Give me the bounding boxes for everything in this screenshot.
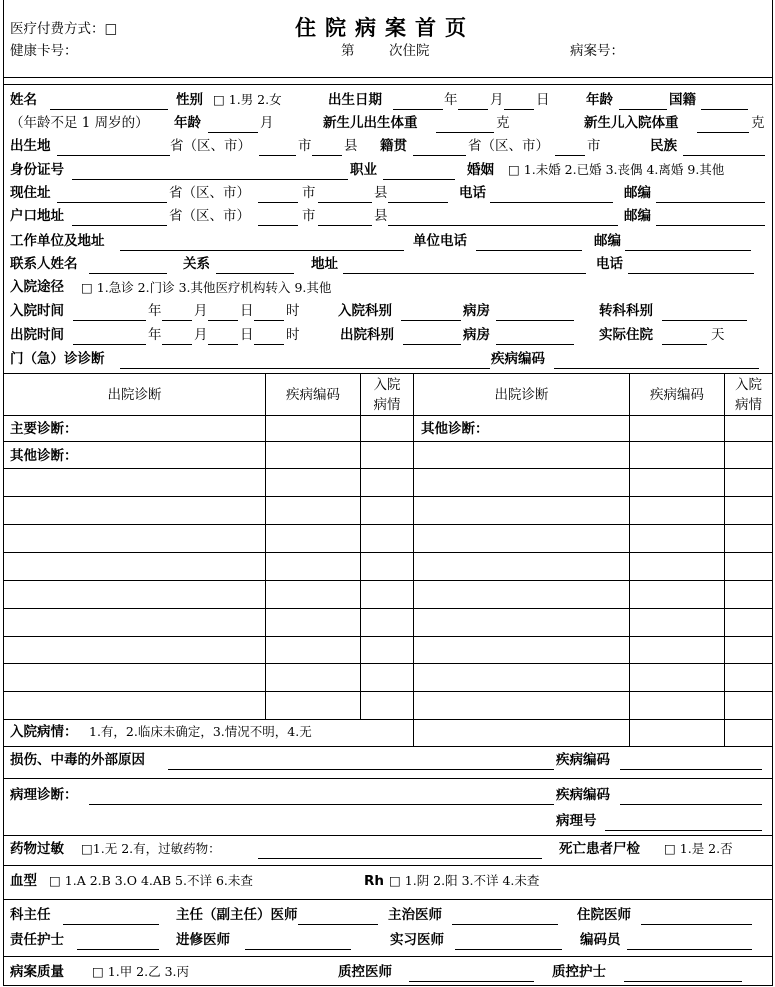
birthplace-city-unit: 市 [298,138,312,154]
infant-age-label: 年龄 [174,115,201,131]
injury-cause-field[interactable] [168,769,554,770]
intern-physician-field[interactable] [455,949,562,950]
main-diagnosis-label: 主要诊断： [10,421,78,437]
payment-method-label: 医疗付费方式：□ [10,21,118,37]
admission-year-unit: 年 [148,303,162,319]
table-row-line [3,691,773,692]
discharge-day-field[interactable] [208,344,238,345]
allergy-drug-field[interactable] [258,858,542,859]
col-header-disease-code-2: 疾病编码 [650,387,704,403]
responsible-nurse-field[interactable] [77,949,159,950]
frame-right-line [772,0,773,986]
outpatient-diagnosis-field[interactable] [120,368,490,369]
frame-top-line-2 [3,84,773,85]
native-place-city-field[interactable] [555,155,585,156]
newborn-birth-weight-label: 新生儿出生体重 [323,115,418,131]
injury-disease-code-field[interactable] [620,769,762,770]
admission-condition-label: 入院病情： [10,724,78,740]
household-county-field[interactable] [318,225,372,226]
household-detail-field[interactable] [388,225,618,226]
relation-field[interactable] [216,273,294,274]
id-number-field[interactable] [72,179,348,180]
dept-director-field[interactable] [63,924,159,925]
col-header-admission-condition-line1: 入院 [373,377,401,393]
household-county-unit: 县 [374,208,388,224]
infant-age-field[interactable] [208,132,258,133]
postcode-label: 邮编 [624,185,651,201]
current-address-county-field[interactable] [318,202,372,203]
pathology-number-label: 病理号 [556,813,597,829]
admission-dept-label: 入院科别 [338,303,392,319]
pathology-disease-code-field[interactable] [620,804,762,805]
postcode-field[interactable] [656,202,765,203]
frame-bottom-line [3,985,773,986]
transfer-dept-label: 转科科别 [599,303,653,319]
outpatient-diagnosis-label: 门（急）诊诊断 [10,351,105,367]
ethnicity-field[interactable] [683,155,765,156]
table-row-line [3,441,773,442]
current-address-detail-field[interactable] [388,202,448,203]
qc-physician-label: 质控医师 [338,964,392,980]
rh-options[interactable]: □ 1.阴 2.阳 3.不详 4.未查 [389,873,540,888]
table-row-line [3,719,773,720]
table-bottom-line [3,746,773,747]
admission-time-label: 入院时间 [10,303,64,319]
contact-name-field[interactable] [89,273,167,274]
birthplace-province-field[interactable] [57,155,170,156]
autopsy-options[interactable]: □ 1.是 2.否 [664,841,733,856]
resident-physician-field[interactable] [641,924,752,925]
admission-hour-unit: 时 [286,303,300,319]
table-col-divider [724,373,725,746]
newborn-birth-weight-unit: 克 [496,115,510,131]
frame-top-line [3,77,773,78]
other-diagnosis-right-label: 其他诊断： [421,421,489,437]
injury-disease-code-label: 疾病编码 [556,752,610,768]
birth-day-unit: 日 [536,92,550,108]
actual-stay-unit: 天 [711,327,725,343]
col-header-discharge-diagnosis-2: 出院诊断 [494,387,549,403]
pathology-diagnosis-label: 病理诊断： [10,787,78,803]
household-postcode-label: 邮编 [624,208,651,224]
table-row-line [3,608,773,609]
newborn-admission-weight-unit: 克 [751,115,765,131]
birthplace-county-field[interactable] [312,155,342,156]
current-address-label: 现住址 [10,185,51,201]
discharge-month-unit: 月 [194,327,208,343]
admission-ward-label: 病房 [463,303,490,319]
actual-stay-field[interactable] [662,344,707,345]
attending-physician-label: 主治医师 [388,907,442,923]
admission-month-field[interactable] [162,320,192,321]
col-header-admission-condition-2-line2: 病情 [735,397,762,413]
current-address-city-unit: 市 [302,185,316,201]
birth-year-unit: 年 [444,92,458,108]
phone-label: 电话 [459,185,486,201]
household-city-unit: 市 [302,208,316,224]
current-address-province-field[interactable] [57,202,167,203]
discharge-ward-label: 病房 [463,327,490,343]
section-line [3,778,773,779]
table-col-divider [265,373,266,719]
pathology-number-field[interactable] [605,830,762,831]
blood-type-label: 血型 [10,873,37,889]
nationality-label: 国籍 [669,92,696,108]
trainee-physician-label: 进修医师 [176,932,230,948]
infant-note: （年龄不足 1 周岁的） [10,115,149,131]
intern-physician-label: 实习医师 [390,932,444,948]
admission-ward-field[interactable] [496,320,574,321]
rh-label: Rh [364,873,385,889]
discharge-day-unit: 日 [240,327,254,343]
dept-director-label: 科主任 [10,907,51,923]
pathology-disease-code-label: 疾病编码 [556,787,610,803]
infant-month-unit: 月 [260,115,274,131]
current-address-province-unit: 省（区、市） [169,185,250,201]
table-col-divider [629,373,630,746]
actual-stay-label: 实际住院 [599,327,653,343]
birth-day-field[interactable] [504,109,534,110]
coder-label: 编码员 [580,932,621,948]
discharge-time-label: 出院时间 [10,327,64,343]
discharge-dept-label: 出院科别 [340,327,394,343]
work-phone-field[interactable] [476,250,582,251]
marriage-options[interactable]: □ 1.未婚 2.已婚 3.丧偶 4.离婚 9.其他 [508,162,725,177]
birthplace-label: 出生地 [10,138,51,154]
discharge-year-unit: 年 [148,327,162,343]
chief-physician-field[interactable] [298,924,378,925]
birth-year-field[interactable] [393,109,443,110]
admission-condition-options: 1.有，2.临床未确定，3.情况不明，4.无 [89,724,312,739]
age-field[interactable] [619,109,667,110]
col-header-disease-code: 疾病编码 [286,387,340,403]
birth-month-unit: 月 [490,92,504,108]
responsible-nurse-label: 责任护士 [10,932,64,948]
other-diagnosis-left-label: 其他诊断： [10,448,78,464]
pathology-diagnosis-field[interactable] [89,804,554,805]
frame-left-line [3,0,4,986]
gender-label: 性别 [176,92,203,108]
table-row-line [3,663,773,664]
household-postcode-field[interactable] [656,225,765,226]
work-address-field[interactable] [120,250,404,251]
coder-field[interactable] [627,949,752,950]
admission-count-suffix: 次住院 [389,43,430,59]
current-address-county-unit: 县 [374,185,388,201]
drug-allergy-options[interactable]: □1.无 2.有，过敏药物： [81,841,221,856]
admission-route-options[interactable]: □ 1.急诊 2.门诊 3.其他医疗机构转入 9.其他 [81,280,332,295]
current-address-city-field[interactable] [258,202,298,203]
trainee-physician-field[interactable] [245,949,351,950]
name-field[interactable] [50,109,168,110]
section-line [3,899,773,900]
name-label: 姓名 [10,92,37,108]
household-city-field[interactable] [258,225,298,226]
chief-physician-label: 主任（副主任）医师 [176,907,298,923]
page-title: 住院病案首页 [295,16,475,40]
injury-cause-label: 损伤、中毒的外部原因 [10,752,145,768]
qc-nurse-field[interactable] [624,981,742,982]
table-col-divider [360,373,361,719]
autopsy-label: 死亡患者尸检 [559,841,640,857]
work-address-label: 工作单位及地址 [10,233,105,249]
outpatient-disease-code-field[interactable] [554,368,759,369]
newborn-admission-weight-label: 新生儿入院体重 [584,115,679,131]
contact-phone-label: 电话 [596,256,623,272]
drug-allergy-label: 药物过敏 [10,841,64,857]
table-top-line [3,373,773,374]
discharge-year-field[interactable] [73,344,146,345]
admission-route-label: 入院途径 [10,279,64,295]
occupation-label: 职业 [350,162,377,178]
birthplace-city-field[interactable] [259,155,296,156]
table-row-line [3,552,773,553]
admission-month-unit: 月 [194,303,208,319]
contact-name-label: 联系人姓名 [10,256,78,272]
work-postcode-label: 邮编 [594,233,621,249]
household-province-field[interactable] [72,225,167,226]
birth-date-label: 出生日期 [328,92,382,108]
health-card-label: 健康卡号： [10,43,78,59]
discharge-month-field[interactable] [162,344,192,345]
section-line [3,956,773,957]
col-header-admission-condition-line2: 病情 [373,397,401,413]
col-header-discharge-diagnosis: 出院诊断 [107,387,162,403]
record-quality-label: 病案质量 [10,964,64,980]
native-place-label: 籍贯 [380,138,407,154]
admission-dept-field[interactable] [401,320,461,321]
outpatient-disease-code-label: 疾病编码 [491,351,545,367]
table-row-line [3,524,773,525]
id-number-label: 身份证号 [10,162,64,178]
table-row-line [3,468,773,469]
work-phone-label: 单位电话 [413,233,467,249]
native-place-province-field[interactable] [413,155,466,156]
qc-physician-field[interactable] [409,981,534,982]
admission-count-prefix: 第 [341,43,355,59]
section-line [3,835,773,836]
table-header-bottom [3,415,773,416]
contact-phone-field[interactable] [628,273,754,274]
household-address-label: 户口地址 [10,208,64,224]
record-number-label: 病案号： [570,43,624,59]
household-province-unit: 省（区、市） [169,208,250,224]
qc-nurse-label: 质控护士 [552,964,606,980]
work-postcode-field[interactable] [625,250,751,251]
table-row-line [3,580,773,581]
resident-physician-label: 住院医师 [577,907,631,923]
gender-options[interactable]: □ 1.男 2.女 [213,92,282,107]
newborn-admission-weight-field[interactable] [697,132,749,133]
transfer-dept-field[interactable] [662,320,747,321]
ethnicity-label: 民族 [650,138,677,154]
discharge-dept-field[interactable] [403,344,461,345]
contact-address-field[interactable] [343,273,586,274]
table-row-line [3,496,773,497]
native-place-province-unit: 省（区、市） [468,138,549,154]
newborn-birth-weight-field[interactable] [436,132,494,133]
table-col-divider [413,373,414,746]
phone-field[interactable] [490,202,613,203]
age-label: 年龄 [586,92,613,108]
admission-day-unit: 日 [240,303,254,319]
section-line [3,865,773,866]
birthplace-province-unit: 省（区、市） [170,138,251,154]
birthplace-county-unit: 县 [344,138,358,154]
contact-address-label: 地址 [311,256,338,272]
blood-type-options[interactable]: □ 1.A 2.B 3.O 4.AB 5.不详 6.未查 [49,873,253,888]
col-header-admission-condition-2-line1: 入院 [735,377,762,393]
nationality-field[interactable] [701,109,748,110]
admission-day-field[interactable] [208,320,238,321]
table-row-line [3,636,773,637]
discharge-ward-field[interactable] [496,344,574,345]
birth-month-field[interactable] [458,109,488,110]
native-place-city-unit: 市 [587,138,601,154]
relation-label: 关系 [183,256,210,272]
record-quality-options[interactable]: □ 1.甲 2.乙 3.丙 [92,964,190,979]
admission-hour-field[interactable] [254,320,284,321]
discharge-hour-unit: 时 [286,327,300,343]
occupation-field[interactable] [383,179,455,180]
admission-year-field[interactable] [73,320,146,321]
attending-physician-field[interactable] [452,924,558,925]
marriage-label: 婚姻 [467,162,494,178]
discharge-hour-field[interactable] [254,344,284,345]
